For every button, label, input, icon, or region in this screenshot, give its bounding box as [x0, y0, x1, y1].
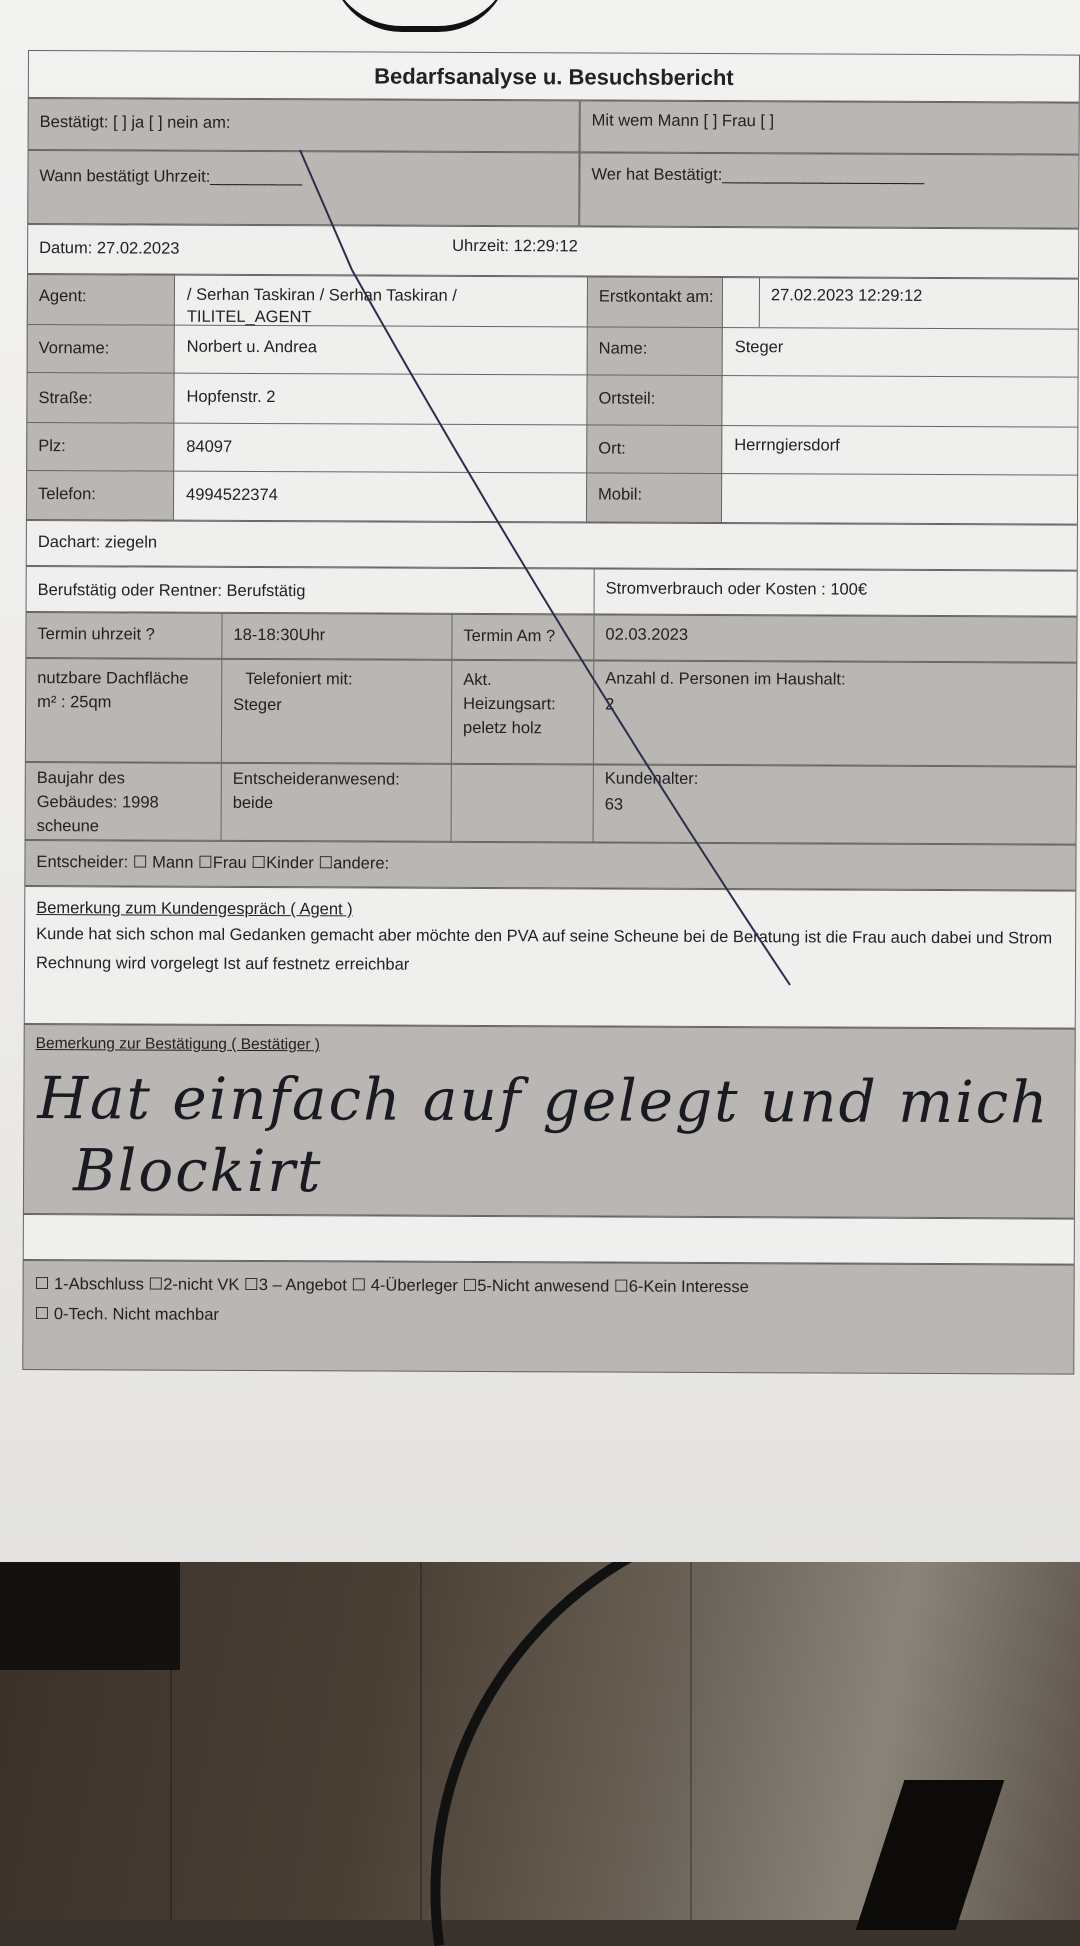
with-whom-field: Mit wem Mann [ ] Frau [ ] — [591, 111, 775, 131]
customer-age-value: 63 — [604, 795, 624, 814]
handwritten-note-line-2: Blockirt — [72, 1136, 323, 1206]
last-name-value: Steger — [734, 338, 784, 357]
district-label: Ortsteil: — [598, 389, 656, 408]
decision-maker-present-value: beide — [232, 793, 274, 813]
decision-maker-checkboxes: Entscheider: ☐ Mann ☐Frau ☐Kinder ☐andere: — [36, 853, 390, 873]
household-size-value: 2 — [605, 695, 615, 714]
status-checkboxes-line-1: ☐ 1-Abschluss ☐2-nicht VK ☐3 – Angebot ☐ 4-Überleger ☐5-Nicht anwesend ☐6-Kein Interesse — [34, 1275, 749, 1297]
mobile-label: Mobil: — [598, 485, 643, 504]
handwritten-note-line-1: Hat einfach auf gelegt und mich — [37, 1064, 1050, 1137]
agent-remark-text: Kunde hat sich schon mal Gedanken gemacht aber möchte den PVA auf seine Scheune bei de Beratung ist die Frau auch dabei und Strom Rechnung wird vorgelegt Ist auf festnetz erreichbar — [35, 925, 1053, 974]
time-field: Uhrzeit: 12:29:12 — [452, 236, 578, 256]
phone-value: 4994522374 — [186, 485, 278, 505]
confirmed-field: Bestätigt: [ ] ja [ ] nein am: — [39, 113, 231, 132]
city-value: Herrngiersdorf — [734, 436, 840, 455]
heating-type-field: Akt. Heizungsart: peletz holz — [463, 670, 556, 738]
who-confirmed-field: Wer hat Bestätigt:______________________ — [591, 165, 925, 185]
build-year-field: Baujahr des Gebäudes: 1998 scheune — [36, 769, 159, 836]
agent-value-line-1: / Serhan Taskiran / Serhan Taskiran / — [186, 285, 457, 305]
first-name-label: Vorname: — [38, 339, 110, 358]
appointment-time-value: 18-18:30Uhr — [233, 625, 326, 645]
decision-maker-present-label: Entscheideranwesend: — [232, 769, 400, 789]
empty-row — [23, 1214, 1075, 1265]
last-name-label: Name: — [598, 339, 648, 358]
household-size-label: Anzahl d. Personen im Haushalt: — [605, 669, 846, 689]
power-consumption-field: Stromverbrauch oder Kosten : 100€ — [605, 579, 868, 599]
status-checkboxes-line-2: ☐ 0-Tech. Nicht machbar — [34, 1305, 219, 1324]
first-contact-value: 27.02.2023 12:29:12 — [770, 286, 923, 305]
phoned-with-label: Telefoniert mit: — [245, 669, 353, 689]
roof-area-field: nutzbare Dachfläche m² : 25qm — [37, 669, 189, 712]
phoned-with-value: Steger — [233, 695, 282, 715]
first-contact-label: Erstkontakt am: — [598, 287, 714, 306]
phone-label: Telefon: — [38, 485, 96, 504]
street-label: Straße: — [38, 389, 93, 408]
agent-value-line-2: TILITEL_AGENT — [186, 307, 312, 327]
first-name-value: Norbert u. Andrea — [186, 337, 317, 357]
agent-label: Agent: — [38, 287, 87, 306]
appointment-time-label: Termin uhrzeit ? — [37, 625, 155, 644]
zip-label: Plz: — [38, 437, 66, 456]
confirmer-remark-title: Bemerkung zur Bestätigung ( Bestätiger ) — [35, 1035, 321, 1054]
when-confirmed-field: Wann bestätigt Uhrzeit:__________ — [39, 167, 303, 187]
appointment-date-label: Termin Am ? — [463, 626, 556, 646]
city-label: Ort: — [598, 439, 626, 458]
occupation-field: Berufstätig oder Rentner: Berufstätig — [37, 581, 306, 601]
dark-object — [0, 1560, 180, 1670]
roof-type-field: Dachart: ziegeln — [37, 533, 158, 552]
zip-value: 84097 — [186, 437, 233, 456]
customer-age-label: Kundenalter: — [604, 769, 699, 788]
appointment-date-value: 02.03.2023 — [605, 625, 689, 644]
form-title: Bedarfsanalyse u. Besuchsbericht — [28, 50, 1080, 103]
agent-remark-title: Bemerkung zum Kundengespräch ( Agent ) — [36, 899, 353, 919]
street-value: Hopfenstr. 2 — [186, 387, 276, 407]
date-field: Datum: 27.02.2023 — [39, 239, 180, 258]
